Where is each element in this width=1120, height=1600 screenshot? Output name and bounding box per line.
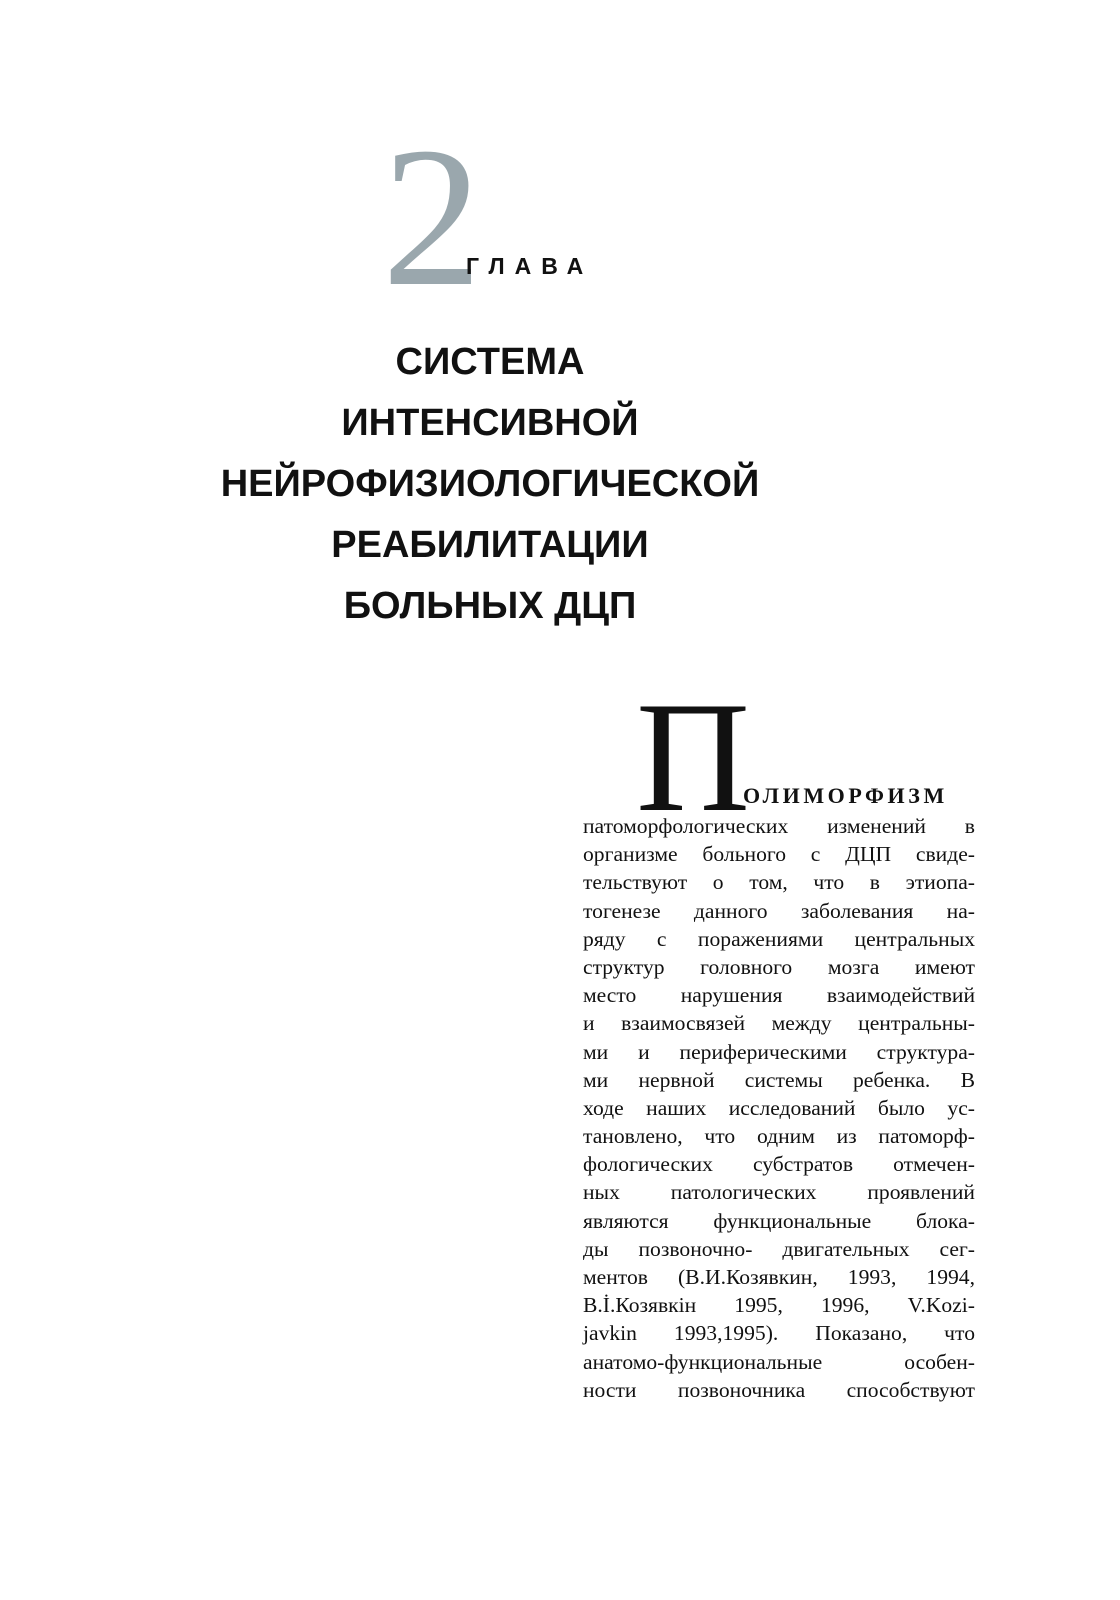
chapter-title-line: НЕЙРОФИЗИОЛОГИЧЕСКОЙ [220,463,760,505]
body-line: тельствуют о том, что в этиопа- [583,870,975,895]
body-line: ми и периферическими структура- [583,1039,975,1064]
body-paragraph [583,812,975,1404]
chapter-title-line: РЕАБИЛИТАЦИИ [331,524,649,566]
body-line: и взаимосвязей между центральны- [583,1011,975,1036]
body-line: ментов (В.И.Козявкин, 1993, 1994, [583,1265,975,1289]
body-line: патоморфологических изменений в [583,814,975,838]
body-line: являются функциональные блока- [583,1208,975,1233]
chapter-title-line: СИСТЕМА [395,341,585,383]
body-line: организме больного с ДЦП свиде- [583,842,975,867]
body-line: ми нервной системы ребенка. В [583,1067,975,1092]
chapter-title [140,332,840,637]
body-line: фологических субстратов отмечен- [583,1152,975,1177]
body-line: место нарушения взаимодействий [583,983,975,1008]
body-line: javkin 1993,1995). Показано, что [583,1321,975,1346]
chapter-title-line: БОЛЬНЫХ ДЦП [343,585,637,627]
body-line: ходе наших исследований было ус- [583,1095,975,1120]
body-line: ности позвоночника способствуют [583,1377,975,1402]
body-line: тановлено, что одним из патоморф- [583,1124,975,1149]
chapter-title-line: ИНТЕНСИВНОЙ [341,402,639,444]
drop-cap: П [636,670,751,845]
body-line: анатомо-функциональные особен- [583,1349,975,1374]
chapter-number: 2 [382,107,482,328]
body-line: структур головного мозга имеют [583,954,975,979]
body-line: ды позвоночно- двигательных сег- [583,1236,975,1261]
lead-word: ОЛИМОРФИЗМ [743,783,948,808]
chapter-label: ГЛАВА [466,253,594,279]
body-line: ных патологических проявлений [583,1180,975,1205]
body-line: тогенезе данного заболевания на- [583,898,975,923]
body-line: ряду с поражениями центральных [583,926,975,951]
body-line: В.İ.Козявкін 1995, 1996, V.Kozi- [583,1293,975,1318]
